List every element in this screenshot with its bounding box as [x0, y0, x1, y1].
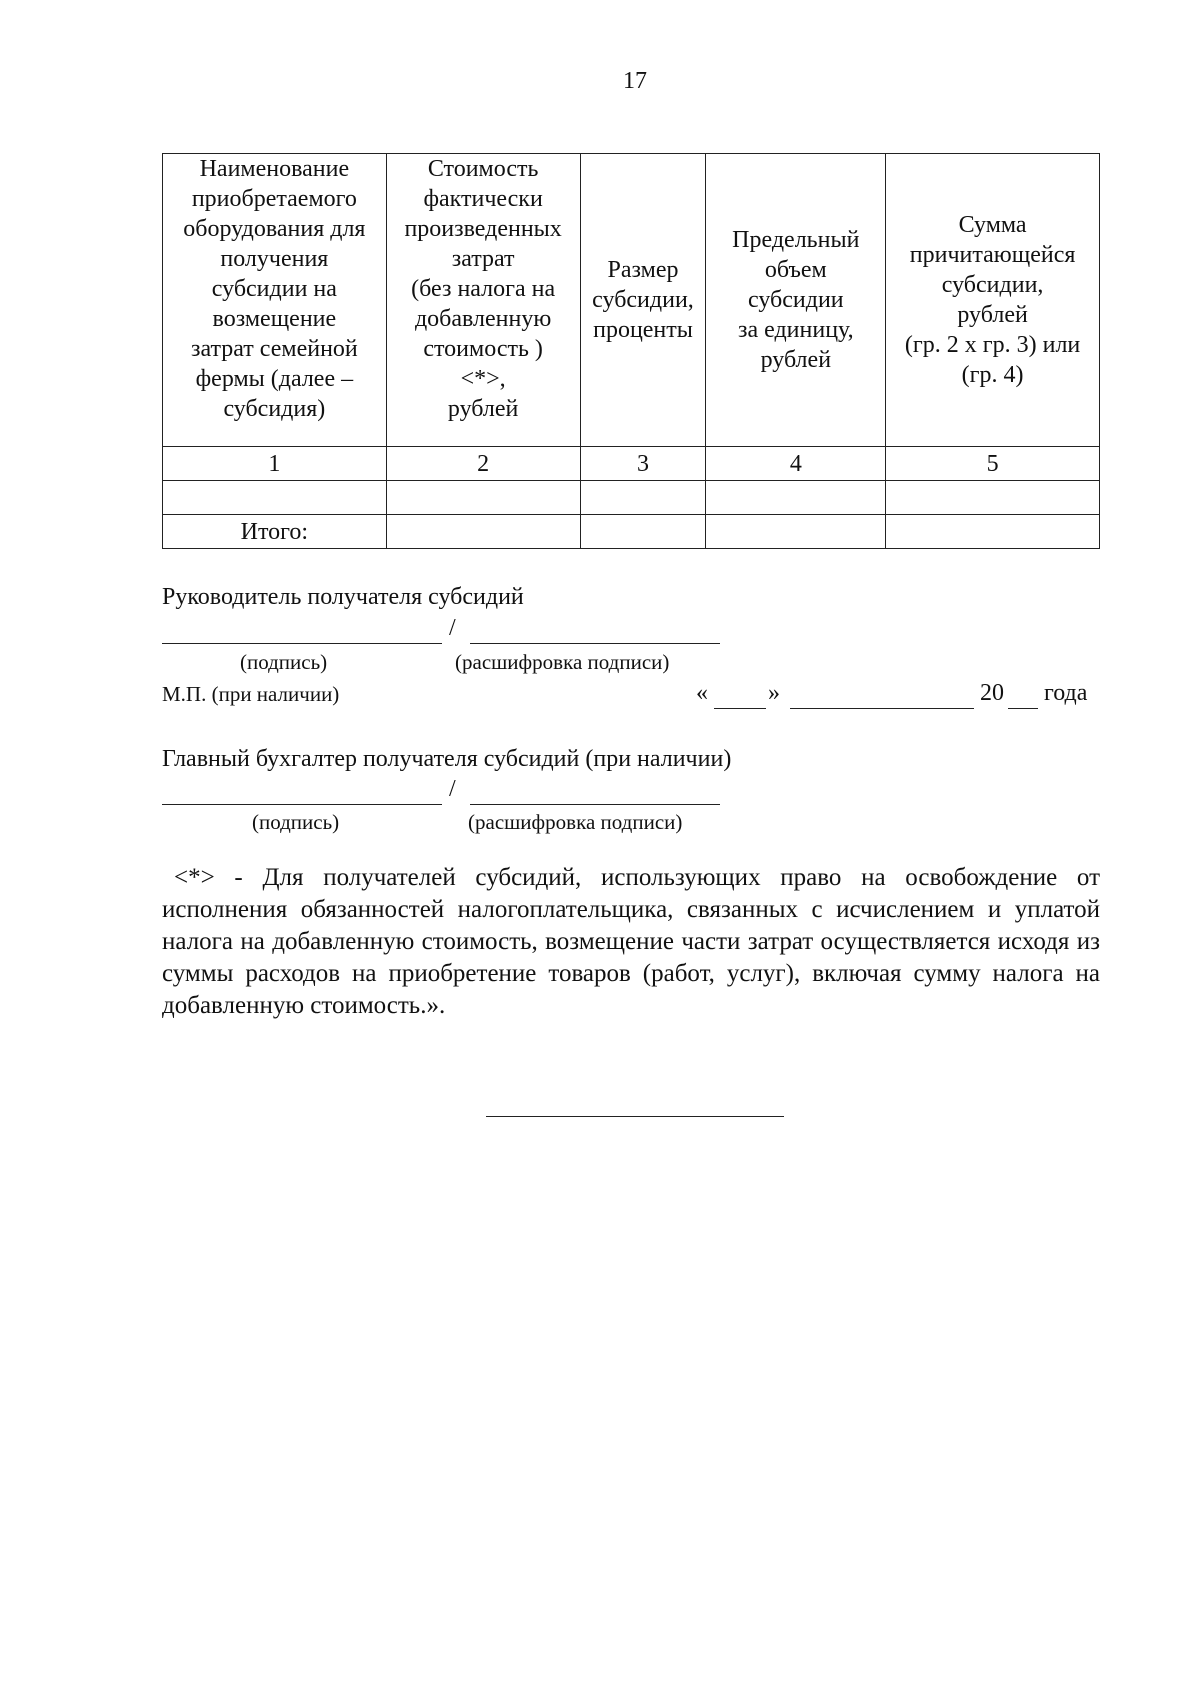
table-cell	[163, 481, 387, 515]
header-subsidy-limit: Предельный объем субсидии за единицу, рублей	[706, 154, 886, 447]
signature-separator: /	[449, 615, 456, 641]
signature-caption: (подпись)	[252, 810, 340, 834]
header-subsidy-percent: Размер субсидии, проценты	[580, 154, 706, 447]
column-number: 5	[886, 447, 1100, 481]
decoding-caption: (расшифровка подписи)	[455, 650, 670, 674]
table-cell	[386, 481, 580, 515]
signature-separator: /	[449, 776, 456, 802]
column-number-row	[163, 447, 1100, 481]
stamp-label: М.П. (при наличии)	[162, 682, 340, 706]
signature-caption: (подпись)	[240, 650, 328, 674]
column-number: 2	[386, 447, 580, 481]
total-label: Итого:	[163, 515, 387, 549]
date-close-quote: »	[768, 680, 780, 706]
head-signature-line	[162, 643, 442, 644]
table-header-row	[163, 154, 1100, 447]
document-end-line	[486, 1116, 784, 1117]
table-cell	[886, 515, 1100, 549]
column-number: 3	[580, 447, 706, 481]
date-year-line	[1008, 708, 1038, 709]
accountant-signature-line	[162, 804, 442, 805]
table-cell	[580, 515, 706, 549]
date-day-line	[714, 708, 766, 709]
table-cell	[886, 481, 1100, 515]
head-decoding-line	[470, 643, 720, 644]
footnote: <*> - Для получателей субсидий, использующих право на освобождение от исполнения обязанностей налогоплательщика, связанных с исчислением и уплатой налога на добавленную стоимость, возмещение части затрат осуществляется исходя из суммы расходов на приобретение товаров (работ, услуг), включая сумму налога на добавленную стоимость.».	[162, 864, 1100, 1019]
header-subsidy-amount: Сумма причитающейся субсидии, рублей (гр. 2 х гр. 3) или (гр. 4)	[886, 154, 1100, 447]
table-cell	[706, 481, 886, 515]
date-year-prefix: 20	[980, 680, 1004, 706]
date-month-line	[790, 708, 974, 709]
column-number: 1	[163, 447, 387, 481]
total-row	[163, 515, 1100, 549]
header-actual-cost: Стоимость фактически произведенных затрат (без налога на добавленную стоимость ) <*>, рублей	[386, 154, 580, 447]
column-number: 4	[706, 447, 886, 481]
table-cell	[386, 515, 580, 549]
page-number: 17	[623, 68, 647, 94]
table-row	[163, 481, 1100, 515]
accountant-decoding-line	[470, 804, 720, 805]
subsidy-table	[162, 153, 1100, 549]
table-cell	[706, 515, 886, 549]
accountant-title: Главный бухгалтер получателя субсидий (при наличии)	[162, 746, 732, 772]
head-title: Руководитель получателя субсидий	[162, 584, 524, 610]
header-equipment-name: Наименование приобретаемого оборудования для получения субсидии на возмещение затрат семейной фермы (далее – субсидия)	[163, 154, 387, 447]
date-year-suffix: года	[1044, 680, 1088, 706]
decoding-caption: (расшифровка подписи)	[468, 810, 683, 834]
table-cell	[580, 481, 706, 515]
date-open-quote: «	[696, 680, 708, 706]
